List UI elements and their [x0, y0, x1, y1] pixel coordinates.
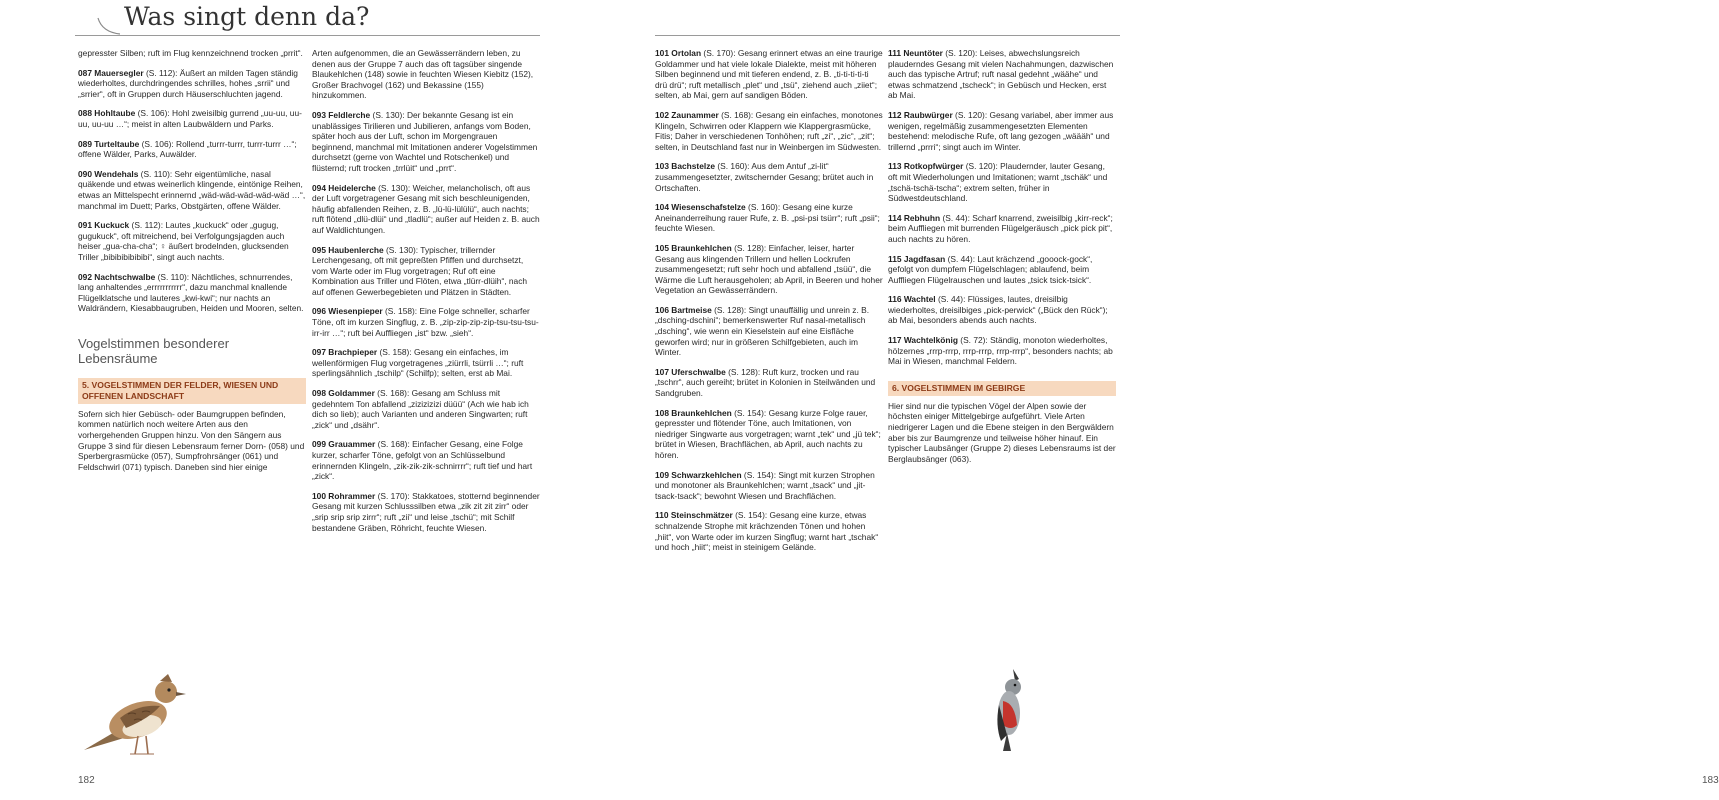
species-entry-head: 113 Rotkopfwürger [888, 161, 964, 172]
section-heading-5: 5. VOGELSTIMMEN DER FELDER, WIESEN UND OFFENEN LANDSCHAFT [78, 378, 306, 404]
species-entry-head: 092 Nachtschwalbe [78, 271, 156, 282]
title-rule-right [655, 35, 1120, 36]
species-entry-text: (S. 128): Einfacher, leiser, harter Gesang aus klingenden Trillern und hellen Lockrufen zusammengesetzt; ruft sehr hoch und abfallend „tsüü“, die Wärme die Luft herausgeholen; ab April, in Beeren und hoher Vegetation an Gewässerrändern. [655, 242, 883, 296]
species-entry-head: 093 Feldlerche [312, 109, 371, 120]
species-entry-text: (S. 128): Singt unauffällig und unrein z. B. „dsching-dschini“; bemerkenswerter Ruf nasal-metallisch „dsching“, wie wenn ein Kieselstein auf eine Eisfläche geworfen wird; nur in größeren Schilfgebieten, auch im Winter. [655, 304, 870, 358]
species-entry [655, 510, 883, 552]
species-entry-text: (S. 120): Leises, abwechslungsreich plauderndes Gesang mit vielen Nachahmungen, dazwischen auch das typische Artruf; ruft nasal gedehnt „wäähe“ und etwas schmatzend „tscheck“; in Gebüsch und Hecken, erst ab Mai. [888, 48, 1114, 101]
species-entry [655, 161, 883, 193]
species-entry-head: 100 Rohrammer [312, 490, 376, 501]
species-entry [655, 243, 883, 296]
species-entry-head: 106 Bartmeise [655, 304, 712, 315]
species-entry-head: 099 Grauammer [312, 439, 376, 450]
species-entry [312, 347, 540, 379]
species-entry-head: 104 Wiesenschafstelze [655, 202, 746, 213]
species-entry [78, 220, 306, 262]
species-entry [888, 294, 1116, 326]
species-entry-text: (S. 130): Der bekannte Gesang ist ein unablässiges Tirilieren und Jubilieren, anfangs vom Boden, später hoch aus der Luft, schon im Morgengrauen beginnend, manchmal mit Imitationen anderer Vogelstimmen durchsetzt (gerne von Wachtel und Rotschenkel) und flüsternd; ruft trocken „trrlüit“ und „prrt“. [312, 109, 538, 173]
species-entry [888, 335, 1116, 367]
species-entry-text: (S. 154): Gesang kurze Folge rauer, gepresster und flötender Töne, auch Imitationen, von niedriger Singwarte aus vorgetragen; warnt „tek“ und „jü tek“; brütet in Wiesen, Brachflächen, ab April, auch nachts zu hören. [655, 407, 881, 460]
species-entry-text: (S. 154): Singt mit kurzen Strophen und monotoner als Braunkehlchen; warnt „tsack“ und „jit-tsack-tsack“; bewohnt Wiesen und Brachflächen. [655, 469, 875, 501]
species-entry-head: 090 Wendehals [78, 168, 139, 179]
species-entry-text: (S. 170): Stakkatoes, stotternd beginnender Gesang mit kurzen Schlusssilben etwa „zik zit zit zirr“ oder „srip srip srip zirrr“; ruft „zii“ und leise „tschü“; mit Schilf bestandene Gräben, Röhricht, feuchte Wiesen. [312, 490, 540, 533]
species-entry [312, 183, 540, 236]
species-entry-text: (S. 44): Laut krächzend „gooock-gock“, gefolgt von dumpfem Flügelschlagen; ablaufend, beim Auffliegen Flügelrauschen und lautes „tsick tsick-tsick“. [888, 253, 1093, 285]
right-column-1 [655, 48, 883, 562]
species-entry-text: Arten aufgenommen, die an Gewässerrändern leben, zu denen aus der Gruppe 7 auch das oft tagsüber singende Blaukehlchen (148) sowie in feuchten Wiesen Kiebitz (152), Großer Brachvogel (162) und Bekassine (155) hinzukommen. [312, 48, 534, 101]
species-entry [655, 408, 883, 461]
species-entry [312, 306, 540, 338]
species-entry [888, 48, 1116, 101]
species-entry-text: (S. 130): Typischer, trillernder Lerchengesang, oft mit gepreßten Pfiffen und durchsetzt, vom Warte oder im Flug vorgetragen; Ruf oft eine Kombination aus Triller und Flöten, etwa „tlürr-dlüih“, nach auf offenen Gewerbegebieten und Plätzen in Städten. [312, 244, 528, 297]
species-entry-text: (S. 154): Gesang eine kurze, etwas schnalzende Strophe mit krächzenden Tönen und hohen „hiit“, von Warte oder im kurzen Singflug; warnt hart „tschak“ und hoch „hiit“; meist in steinigem Gelände. [655, 510, 879, 553]
species-entry-head: 088 Hohltaube [78, 108, 136, 119]
species-entry-text: (S. 112): Äußert an milden Tagen ständig wiederholtes, durchdringendes schrilles, hohes „srrii“ und „srrier“, oft in Gruppen durch Häuserschluchten jagend. [78, 67, 298, 99]
wallcreeper-illustration [985, 665, 1035, 755]
species-entry-text: (S. 44): Flüssiges, lautes, dreisilbig wiederholtes, dreisilbiges „pick-perwick“ („Bück den Rück“); ab Mai, besonders abends auch nachts. [888, 294, 1108, 326]
species-entry [888, 161, 1116, 203]
species-entry [312, 110, 540, 174]
species-entry-text: (S. 120): Gesang variabel, aber immer aus wenigen, regelmäßig zusammengesetzten Elementen bestehend: melodische Rufe, oft lang gezogen „wäääh“ und trillernd „prrri“; singt auch im Winter. [888, 109, 1114, 152]
species-entry [78, 48, 306, 59]
species-entry [655, 110, 883, 152]
species-entry [312, 491, 540, 533]
species-entry-head: 091 Kuckuck [78, 220, 130, 231]
species-entry-head: 110 Steinschmätzer [655, 510, 733, 521]
species-entry [78, 139, 306, 160]
species-entry [888, 254, 1116, 286]
species-entry-head: 094 Heidelerche [312, 182, 376, 193]
species-entry [655, 202, 883, 234]
species-entry-text: (S. 112): Lautes „kuckuck“ oder „gugug, gugukuck“, oft mitreichend, bei Verfolgungsjagden auch heiser „gua-cha-cha“; ♀ äußert brodelnden, glucksenden Triller „bibibibibibibi“, singt auch nachts. [78, 220, 289, 262]
species-entry [655, 367, 883, 399]
species-entry-head: 114 Rebhuhn [888, 212, 941, 223]
left-col1-entries [78, 48, 306, 314]
species-entry-text: (S. 128): Ruft kurz, trocken und rau „tschrr“, auch gereiht; brütet in Kolonien in Steilwänden und Sandgruben. [655, 366, 876, 399]
species-entry-head: 089 Turteltaube [78, 138, 140, 149]
species-entry-head: 087 Mauersegler [78, 67, 144, 78]
page-title: Was singt denn da? [120, 2, 375, 31]
species-entry-text: gepresster Silben; ruft im Flug kennzeichnend trocken „prrit“. [78, 48, 303, 58]
left-column-1 [78, 48, 306, 481]
species-entry-text: (S. 168): Einfacher Gesang, eine Folge kurzer, scharfer Töne, gefolgt von an Schlüsselbund erinnernden Klingeln, „zik-zik-zik-schnirrrr“; ruft tief und hart „zick“. [312, 439, 533, 482]
species-entry-text: (S. 168): Gesang am Schluss mit gedehntem Ton abfallend „zizizizizi düüü“ (Ach wie hab ich dich so lieb); auch Varianten und anderen Singwarten; ruft „zick“ und „dsähr“. [312, 388, 529, 430]
species-entry-head: 098 Goldammer [312, 388, 375, 399]
species-entry-text: (S. 158): Gesang ein einfaches, im wellenförmigen Flug vorgetragenes „ziürrli, tsürrli …“; ruft sperlingsähnlich „tschilp“ (Schilfp); selten, erst ab Mai. [312, 347, 524, 379]
species-entry-head: 107 Uferschwalbe [655, 366, 726, 377]
species-entry-text: (S. 72): Ständig, monoton wiederholtes, hölzernes „rrrp-rrrp, rrrp-rrrp, rrrp-rrrp“, besonders nachts; ab Mai in Wiesen, manchmal Feldern. [888, 335, 1113, 367]
species-entry-head: 112 Raubwürger [888, 109, 953, 120]
section-5-intro: Sofern sich hier Gebüsch- oder Baumgruppen befinden, kommen natürlich noch weitere Arten aus den vorhergehenden Gruppen hinzu. Von den Sängern aus Gruppe 3 sind für diesen Lebensraum ferner Dorn- (058) und Sperbergrasmücke (057), Sumpfrohrsänger (061) und Feldschwirl (071) typisch. Daneben sind hier einige [78, 408, 305, 472]
species-entry-head: 116 Wachtel [888, 294, 936, 305]
species-entry [78, 108, 306, 129]
species-entry-text: (S. 106): Rollend „turrr-turrr, turrr-turrr …“; offene Wälder, Parks, Auwälder. [78, 138, 297, 160]
species-entry-text: (S. 170): Gesang erinnert etwas an eine traurige Goldammer und hat viele lokale Dialekte, meist mit höheren Silben beginnend und mit tieferen endend, z. B. „ti-ti-ti-ti-ti drü drü“; ruft metallisch „plet“ und „tsü“, ziehend auch „ziiet“; selten, ab Mai, gern auf sandigen Böden. [655, 48, 883, 101]
lark-illustration [80, 668, 190, 763]
left-col2-entries [312, 48, 540, 533]
species-entry [655, 305, 883, 358]
species-entry-head: 095 Haubenlerche [312, 244, 384, 255]
title-hook-icon [96, 14, 122, 36]
species-entry [78, 68, 306, 100]
species-entry-head: 101 Ortolan [655, 48, 702, 58]
species-entry-text: (S. 160): Aus dem Antuf „zi-lit“ zusammengesetzter, zwitschernder Gesang; brütet auch in Ortschaften. [655, 161, 874, 193]
species-entry [312, 245, 540, 298]
species-entry-text: (S. 106): Hohl zweisilbig gurrend „uu-uu, uu-uu, uu-uu …“; meist in alten Laubwäldern und Parks. [78, 108, 302, 129]
title-rule-left [75, 35, 540, 36]
species-entry [78, 169, 306, 211]
species-entry-head: 102 Zaunammer [655, 109, 719, 120]
page-number-right: 183 [1702, 775, 1719, 786]
species-entry-head: 115 Jagdfasan [888, 253, 946, 264]
species-entry [78, 272, 306, 314]
species-entry [312, 48, 540, 101]
species-entry-text: (S. 158): Eine Folge schneller, scharfer Töne, oft im kurzen Singflug, z. B. „zip-zip-zip-zip-tsu-tsu-tsu-irr-irr …“; ruft bei Auffliegen „ist“ bzw. „sieh“. [312, 306, 539, 338]
species-entry-head: 109 Schwarzkehlchen [655, 469, 742, 480]
section-heading-6: 6. VOGELSTIMMEN IM GEBIRGE [888, 381, 1116, 396]
species-entry-text: (S. 168): Gesang ein einfaches, monotones Klingeln, Schwirren oder Klappern wie Klappergrasmücke, Fitis; Daher in verschiedenen Tonhöhen; ruft „zi“, „zic“, „zit“; selten, in Deutschland fast nur in Weinbergen im Südwesten. [655, 109, 883, 152]
right-column-2 [888, 48, 1116, 473]
section-6-intro: Hier sind nur die typischen Vögel der Alpen sowie der höchsten einiger Mittelgebirge aufgeführt. Viele Arten niedrigerer Lagen und die Ebene steigen in den Bergwäldern aber bis zur Baumgrenze und teilweise höher hinauf. Ein typischer Laubsänger (Gruppe 2) dieses Lebensraums ist der Berglaubsänger (063). [888, 400, 1116, 464]
species-entry-head: 111 Neuntöter [888, 48, 943, 58]
page-number-left: 182 [78, 775, 95, 786]
species-entry-head: 117 Wachtelkönig [888, 335, 958, 346]
right-page [600, 0, 1719, 800]
species-entry-head: 105 Braunkehlchen [655, 242, 732, 253]
species-entry [888, 110, 1116, 152]
species-entry-head: 103 Bachstelze [655, 161, 716, 172]
left-column-2 [312, 48, 540, 542]
species-entry-text: (S. 130): Weicher, melancholisch, oft aus der Luft vorgetragener Gesang mit sich beschleunigenden, häufig abfallenden Reihen, z. B. „lü-lü-lülülü“, auch nachts; ruft flötend „dlü-dlüi“ und „tladlü“; außer auf Heiden z. B. auch auf Waldlichtungen. [312, 182, 540, 235]
species-entry-head: 097 Brachpieper [312, 347, 378, 358]
right-col1-entries [655, 48, 883, 553]
subsection-heading: Vogelstimmen besonderer Lebensräume [78, 335, 230, 366]
species-entry [312, 388, 540, 430]
species-entry-text: (S. 120): Plaudernder, lauter Gesang, oft mit Wiederholungen und Imitationen; warnt „tschäk“ und „tschä-tschä-tscha“; extrem selten, früher in Südwestdeutschland. [888, 161, 1108, 204]
right-col2-entries [888, 48, 1116, 367]
species-entry-head: 108 Braunkehlchen [655, 407, 732, 418]
species-entry [655, 470, 883, 502]
species-entry-text: (S. 44): Scharf knarrend, zweisilbig „kirr-reck“; beim Auffliegen mit burrenden Flügelgeräusch „pick pick pit“, auch nachts zu hören. [888, 212, 1113, 244]
species-entry-text: (S. 110): Nächtliches, schnurrendes, lang anhaltendes „errrrrrrrrrr“, dazu manchmal knallende Flügelklatsche und lauteres „kwi-kwi“; nur nachts an Waldrändern, Kiesabbaugruben, Heiden und Mooren, selten. [78, 271, 304, 314]
left-page [0, 0, 600, 800]
species-entry-text: (S. 160): Gesang eine kurze Aneinanderreihung rauer Rufe, z. B. „psi-psi tsürr“; ruft „psii“; feuchte Wiesen. [655, 202, 880, 234]
species-entry-head: 096 Wiesenpieper [312, 306, 383, 317]
species-entry [312, 439, 540, 481]
species-entry [655, 48, 883, 101]
species-entry-text: (S. 110): Sehr eigentümliche, nasal quäkende und etwas weinerlich klingende, eintönige Reihen, etwas an Mittelspecht erinnernd „wäd-wäd-wäd-wäd-wäd …“, manchmal im Duett; Parks, Obstgärten, offene Wälder. [78, 168, 306, 211]
species-entry [888, 213, 1116, 245]
